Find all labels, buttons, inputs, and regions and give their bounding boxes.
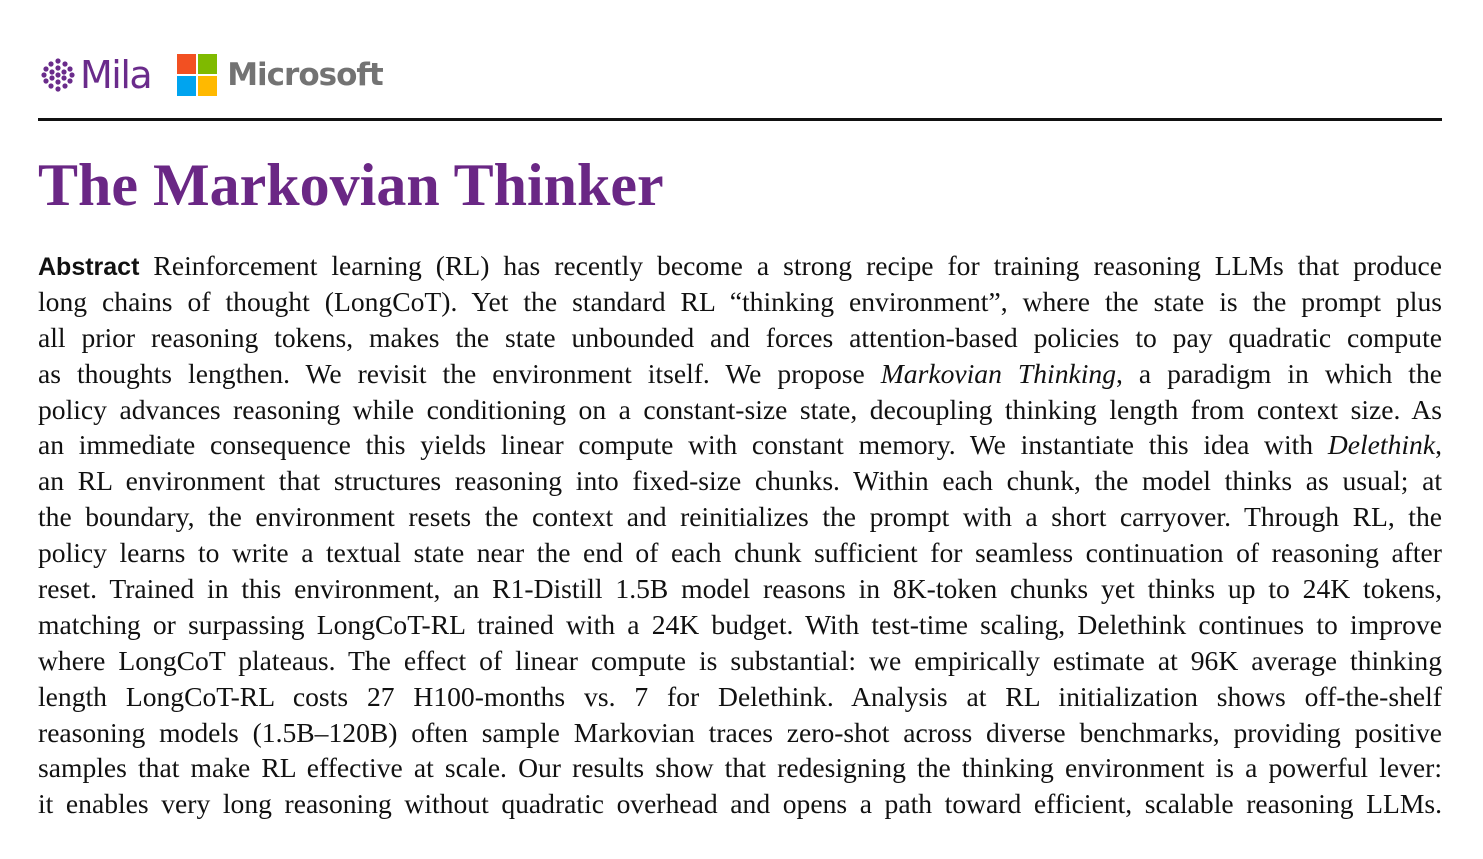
abstract-line bbox=[38, 248, 1442, 284]
abstract-text: , bbox=[1435, 429, 1442, 461]
abstract-text: policy learns to write a textual state near the end of each chunk sufficient for seamless continuation of reasoning after bbox=[38, 537, 1442, 569]
abstract-line bbox=[38, 715, 1442, 751]
abstract-line bbox=[38, 463, 1442, 499]
abstract-text: an immediate consequence this yields linear compute with constant memory. We instantiate this idea with bbox=[38, 429, 1328, 461]
abstract-line bbox=[38, 571, 1442, 607]
abstract-text: policy advances reasoning while conditioning on a constant-size state, decoupling thinking length from context size. As bbox=[38, 393, 1442, 425]
mila-wordmark: Mila bbox=[80, 53, 152, 97]
abstract-text: reasoning models (1.5B–120B) often sample Markovian traces zero-shot across diverse benchmarks, providing positive bbox=[38, 716, 1442, 748]
abstract-line bbox=[38, 750, 1442, 786]
abstract-line bbox=[38, 535, 1442, 571]
header-rule bbox=[38, 118, 1442, 121]
abstract-text: the boundary, the environment resets the context and reinitializes the prompt with a short carryover. Through RL, the bbox=[38, 501, 1442, 533]
abstract-line bbox=[38, 356, 1442, 392]
abstract-text: Reinforcement learning (RL) has recently become a strong recipe for training reasoning LLMs that produce bbox=[153, 250, 1442, 281]
abstract-text: as thoughts lengthen. We revisit the environment itself. We propose bbox=[38, 357, 881, 389]
abstract-line bbox=[38, 786, 1442, 822]
abstract-text: , a paradigm in which the bbox=[1116, 357, 1443, 389]
abstract-line bbox=[38, 284, 1442, 320]
abstract-label: Abstract bbox=[38, 253, 140, 281]
abstract-line bbox=[38, 679, 1442, 715]
abstract-text: an RL environment that structures reasoning into fixed-size chunks. Within each chunk, the model thinks as usual; at bbox=[38, 465, 1442, 497]
abstract-emphasis: Delethink bbox=[1327, 429, 1436, 461]
abstract-line bbox=[38, 499, 1442, 535]
abstract-line bbox=[38, 392, 1442, 428]
mila-dots-icon bbox=[38, 55, 78, 95]
abstract-text: matching or surpassing LongCoT-RL trained with a 24K budget. With test-time scaling, Delethink continues to improve bbox=[38, 608, 1442, 640]
microsoft-squares-icon bbox=[177, 54, 217, 96]
abstract-emphasis: Markovian Thinking bbox=[880, 357, 1116, 389]
abstract-text: samples that make RL effective at scale. Our results show that redesigning the thinking environment is a powerful lever: bbox=[38, 752, 1442, 784]
abstract-line bbox=[38, 643, 1442, 679]
abstract-text: where LongCoT plateaus. The effect of linear compute is substantial: we empirically estimate at 96K average thinking bbox=[38, 644, 1442, 676]
abstract-text: length LongCoT-RL costs 27 H100-months vs. 7 for Delethink. Analysis at RL initialization shows off-the-shelf bbox=[38, 680, 1442, 712]
microsoft-wordmark: Microsoft bbox=[227, 56, 383, 93]
abstract-line bbox=[38, 427, 1442, 463]
paper-title: The Markovian Thinker bbox=[38, 152, 664, 218]
abstract-line bbox=[38, 607, 1442, 643]
microsoft-logo bbox=[177, 54, 383, 96]
abstract-text: reset. Trained in this environment, an R1-Distill 1.5B model reasons in 8K-token chunks yet thinks up to 24K tokens, bbox=[38, 573, 1442, 605]
abstract-text: long chains of thought (LongCoT). Yet the standard RL “thinking environment”, where the state is the prompt plus bbox=[38, 285, 1442, 317]
logo-bar bbox=[38, 50, 383, 100]
abstract-block bbox=[38, 248, 1442, 822]
abstract-text: it enables very long reasoning without quadratic overhead and opens a path toward efficient, scalable reasoning LLMs. bbox=[38, 788, 1442, 820]
abstract-text: all prior reasoning tokens, makes the state unbounded and forces attention-based policies to pay quadratic compute bbox=[38, 321, 1442, 353]
mila-logo bbox=[38, 55, 151, 95]
abstract-line bbox=[38, 320, 1442, 356]
